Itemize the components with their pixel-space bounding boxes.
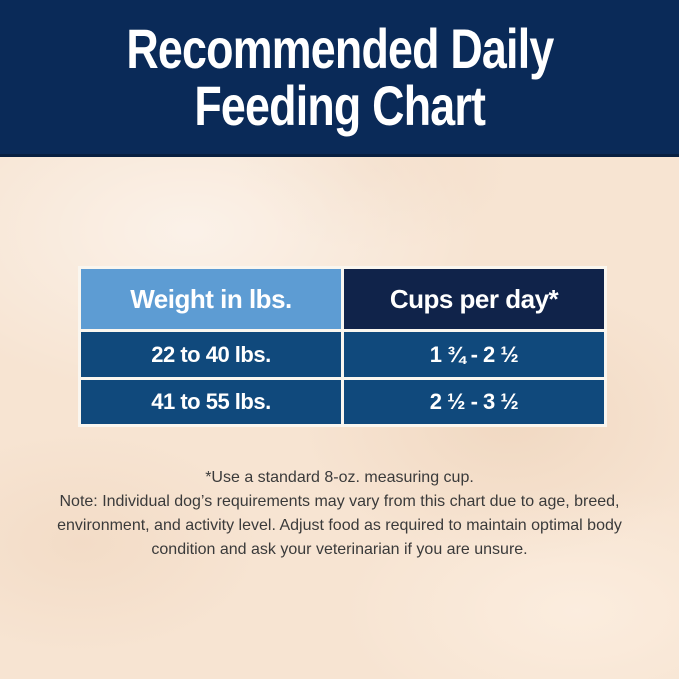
measuring-cup-footnote: *Use a standard 8-oz. measuring cup.	[205, 469, 474, 486]
column-header-cups: Cups per day*	[344, 269, 604, 329]
footnotes	[0, 466, 679, 562]
table-row-2-weight: 41 to 55 lbs.	[81, 380, 341, 424]
page-title-line1: Recommended Daily	[125, 17, 554, 80]
feeding-table	[78, 266, 607, 427]
column-header-weight: Weight in lbs.	[81, 269, 341, 329]
title-banner	[0, 0, 679, 157]
veterinarian-note: Note: Individual dog’s requirements may vary from this chart due to age, breed, environment, and activity level. Adjust food as required to maintain optimal body condition and ask your veterinarian if you are unsure.	[57, 493, 622, 558]
table-row-2-cups: 2 ½ - 3 ½	[344, 380, 604, 424]
table-row-1-cups: 1 ¾ - 2 ½	[344, 332, 604, 377]
page-title-line2: Feeding Chart	[194, 74, 485, 137]
table-row-1-weight: 22 to 40 lbs.	[81, 332, 341, 377]
